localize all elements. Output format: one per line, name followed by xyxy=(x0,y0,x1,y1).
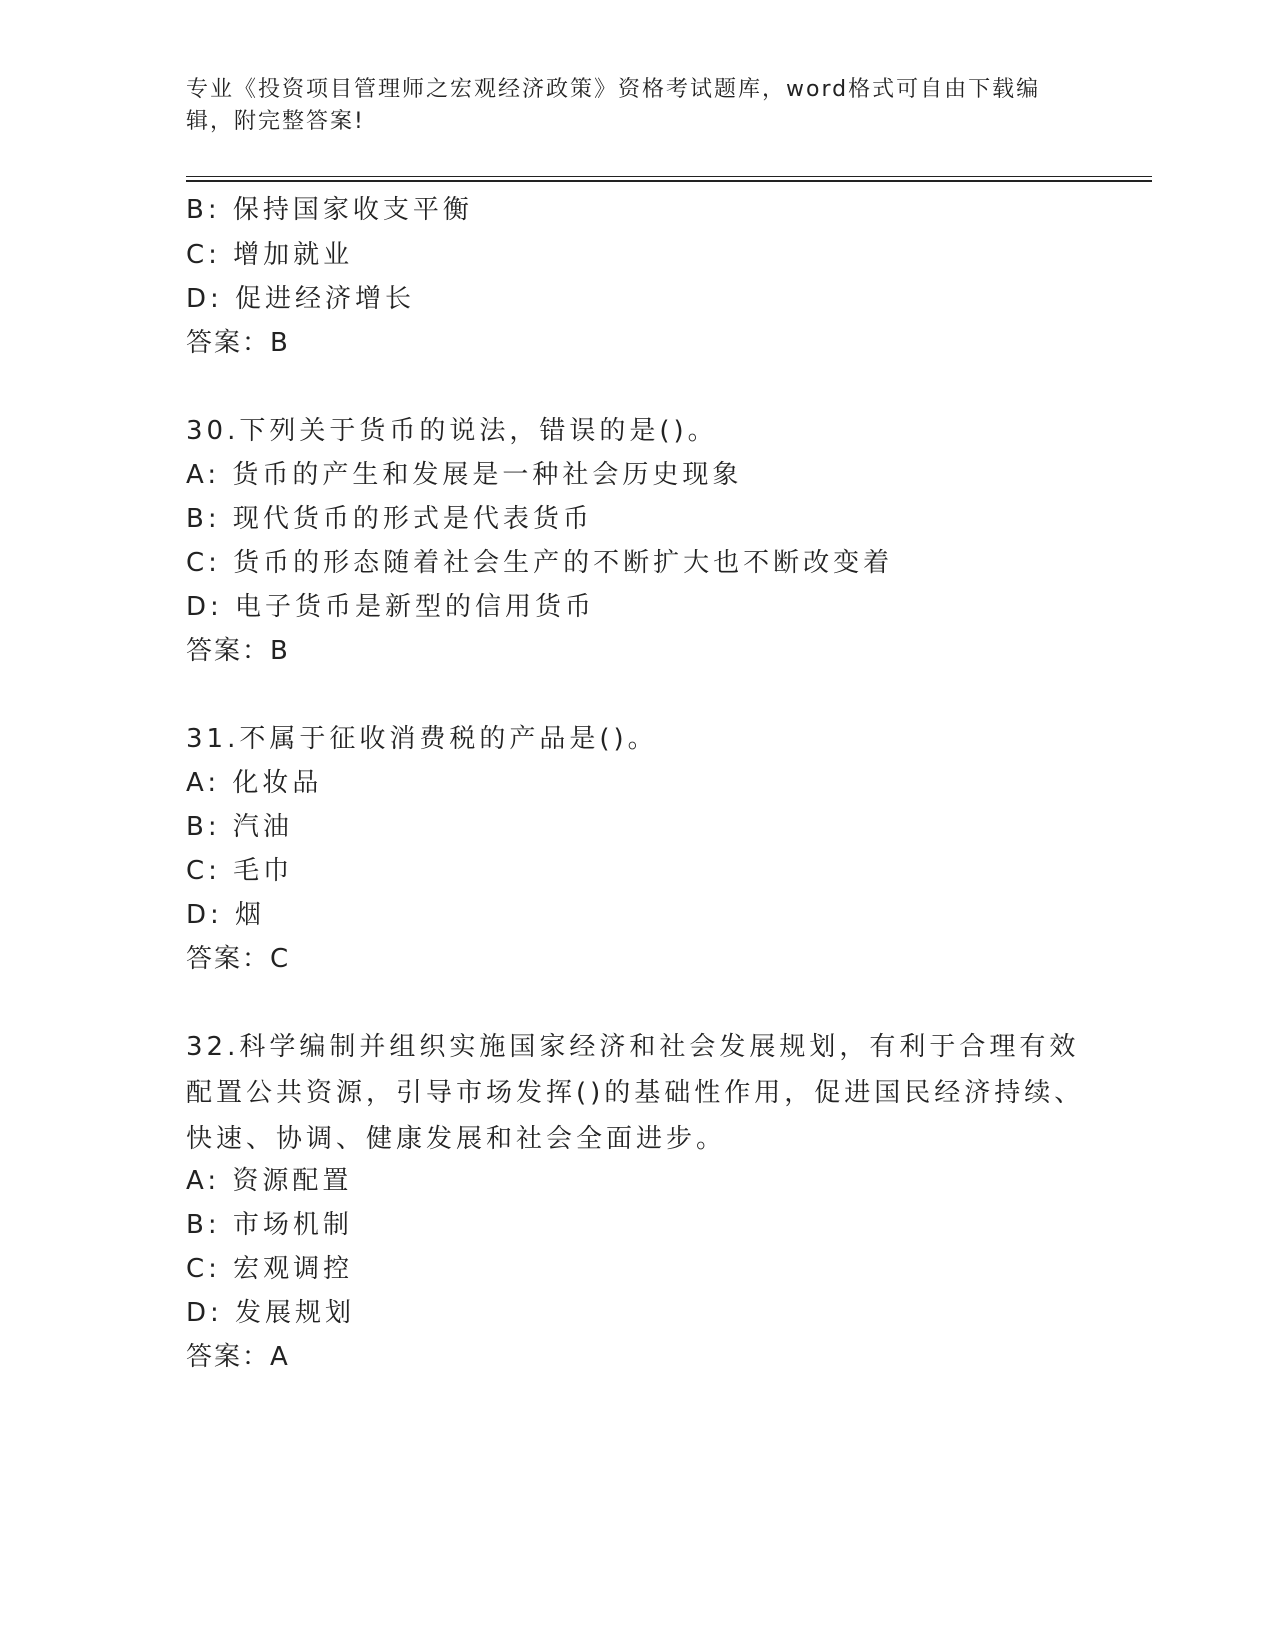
question-stem: 30.下列关于货币的说法，错误的是()。 xyxy=(186,416,718,446)
option-c: C: 增加就业 xyxy=(186,240,354,270)
document-header: 专业《投资项目管理师之宏观经济政策》资格考试题库，word格式可自由下载编辑，附完整答案! xyxy=(186,77,1041,134)
option-b: B: 市场机制 xyxy=(186,1210,353,1240)
option-c: C: 货币的形态随着社会生产的不断扩大也不断改变着 xyxy=(186,548,894,578)
option-c: C: 毛巾 xyxy=(186,856,294,886)
question-stem: 32.科学编制并组织实施国家经济和社会发展规划，有利于合理有效配置公共资源，引导市场发挥()的基础性作用，促进国民经济持续、快速、协调、健康发展和社会全面进步。 xyxy=(186,1032,1085,1154)
option-b: B: 保持国家收支平衡 xyxy=(186,195,473,225)
question-stem: 31.不属于征收消费税的产品是()。 xyxy=(186,724,658,754)
answer: 答案：B xyxy=(186,328,290,358)
option-b: B: 汽油 xyxy=(186,812,293,842)
option-d: D: 发展规划 xyxy=(186,1298,356,1328)
option-d: D: 促进经济增长 xyxy=(186,284,416,314)
option-d: D: 电子货币是新型的信用货币 xyxy=(186,592,596,622)
answer: 答案：C xyxy=(186,944,291,974)
option-a: A: 资源配置 xyxy=(186,1166,353,1196)
option-b: B: 现代货币的形式是代表货币 xyxy=(186,504,593,534)
option-a: A: 货币的产生和发展是一种社会历史现象 xyxy=(186,460,743,490)
header-divider-bold xyxy=(186,180,1152,182)
answer: 答案：B xyxy=(186,636,290,666)
option-d: D: 烟 xyxy=(186,900,266,930)
answer: 答案：A xyxy=(186,1342,290,1372)
header-divider xyxy=(186,176,1152,177)
option-a: A: 化妆品 xyxy=(186,768,323,798)
option-c: C: 宏观调控 xyxy=(186,1254,354,1284)
